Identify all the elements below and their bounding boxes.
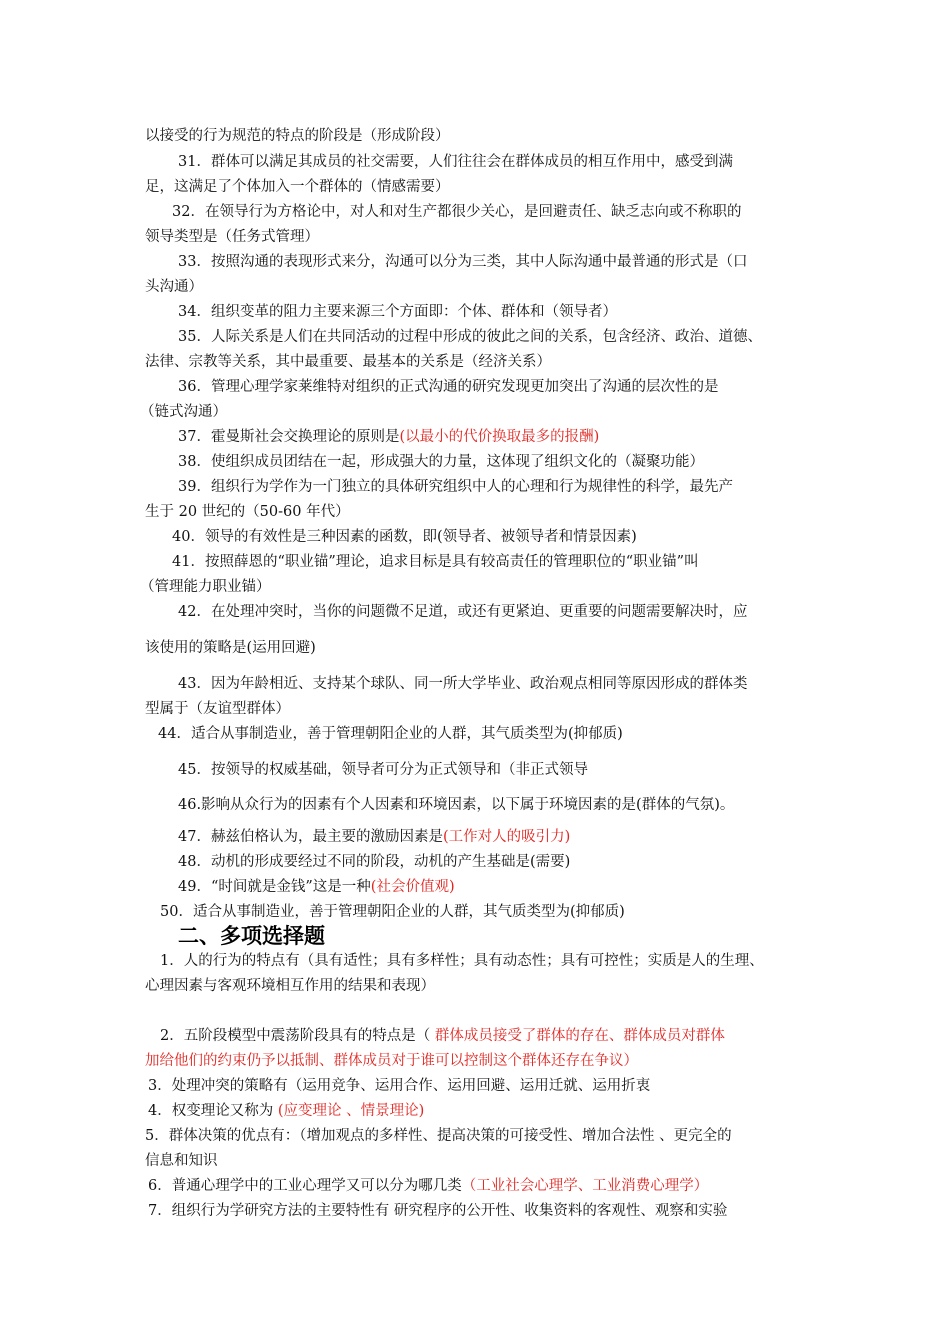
text-line: 5．群体决策的优点有：（增加观点的多样性、提高决策的可接受性、增加合法性 、更完全的 (145, 1128, 732, 1144)
text-line: 信息和知识 (145, 1153, 218, 1169)
text-line: 44．适合从事制造业，善于管理朝阳企业的人群，其气质类型为(抑郁质) (158, 726, 623, 742)
text-line: 领导类型是（任务式管理） (145, 229, 319, 245)
text-line: 6．普通心理学中的工业心理学又可以分为哪几类（工业社会心理学、工业消费心理学） (148, 1178, 709, 1194)
text-line: 法律、宗教等关系，其中最重要、最基本的关系是（经济关系） (145, 354, 551, 370)
text-line: 32．在领导行为方格论中，对人和对生产都很少关心，是回避责任、缺乏志向或不称职的 (172, 204, 742, 220)
text-line: 42．在处理冲突时，当你的问题微不足道，或还有更紧迫、更重要的问题需要解决时，应 (178, 604, 748, 620)
text-line: 31．群体可以满足其成员的社交需要，人们往往会在群体成员的相互作用中，感受到满 (178, 154, 733, 170)
text-line: 45．按领导的权威基础，领导者可分为正式领导和（非正式领导 (178, 762, 588, 778)
text-line: 生于 20 世纪的（50-60 年代） (145, 504, 350, 520)
text-line: 33．按照沟通的表现形式来分，沟通可以分为三类，其中人际沟通中最普通的形式是（口 (178, 254, 748, 270)
text-line: 43．因为年龄相近、支持某个球队、同一所大学毕业、政治观点相同等原因形成的群体类 (178, 676, 748, 692)
text-line: 3．处理冲突的策略有（运用竞争、运用合作、运用回避、运用迁就、运用折衷 (148, 1078, 651, 1094)
text-line: 以接受的行为规范的特点的阶段是（形成阶段） (145, 128, 450, 144)
text-line: 40．领导的有效性是三种因素的函数，即(领导者、被领导者和情景因素) (172, 529, 637, 545)
text-line: 1．人的行为的特点有（具有适性；具有多样性；具有动态性；具有可控性；实质是人的生理、 (160, 953, 764, 969)
text-line: 7．组织行为学研究方法的主要特性有 研究程序的公开性、收集资料的客观性、观察和实验 (148, 1203, 728, 1219)
text-line: 46.影响从众行为的因素有个人因素和环境因素，以下属于环境因素的是(群体的气氛)。 (178, 797, 735, 813)
text-line: 47．赫兹伯格认为，最主要的激励因素是(工作对人的吸引力) (178, 829, 571, 845)
text-line: 35．人际关系是人们在共同活动的过程中形成的彼此之间的关系，包含经济、政治、道德、 (178, 329, 762, 345)
text-line: 4．权变理论又称为 (应变理论 、情景理论) (148, 1103, 425, 1119)
text-line: 2．五阶段模型中震荡阶段具有的特点是（ 群体成员接受了群体的存在、群体成员对群体 (160, 1028, 725, 1044)
text-line: 41．按照薛恩的“职业锚”理论，追求目标是具有较高责任的管理职位的“职业锚”叫 (172, 554, 699, 570)
text-line: 心理因素与客观环境相互作用的结果和表现） (145, 978, 435, 994)
text-line: 34．组织变革的阻力主要来源三个方面即：个体、群体和（领导者） (178, 304, 617, 320)
text-line: 36．管理心理学家莱维特对组织的正式沟通的研究发现更加突出了沟通的层次性的是 (178, 379, 719, 395)
section-heading: 二、多项选择题 (178, 924, 325, 948)
text-line: 足，这满足了个体加入一个群体的（情感需要） (145, 179, 450, 195)
text-line: 48．动机的形成要经过不同的阶段，动机的产生基础是(需要) (178, 854, 571, 870)
text-line: 39．组织行为学作为一门独立的具体研究组织中人的心理和行为规律性的科学，最先产 (178, 479, 733, 495)
text-line: （管理能力职业锚） (140, 579, 271, 595)
text-line: 38．使组织成员团结在一起，形成强大的力量，这体现了组织文化的（凝聚功能） (178, 454, 704, 470)
text-line: 37．霍曼斯社会交换理论的原则是(以最小的代价换取最多的报酬) (178, 429, 600, 445)
text-line: 49．“时间就是金钱”这是一种(社会价值观) (178, 879, 455, 895)
text-line: 50．适合从事制造业，善于管理朝阳企业的人群，其气质类型为(抑郁质) (160, 904, 625, 920)
text-line: 加给他们的约束仍予以抵制、群体成员对于谁可以控制这个群体还存在争议） (145, 1053, 638, 1069)
text-line: （链式沟通） (140, 404, 227, 420)
text-line: 头沟通） (145, 279, 203, 295)
text-line: 型属于（友谊型群体） (145, 701, 290, 717)
text-line: 该使用的策略是(运用回避) (145, 640, 316, 656)
